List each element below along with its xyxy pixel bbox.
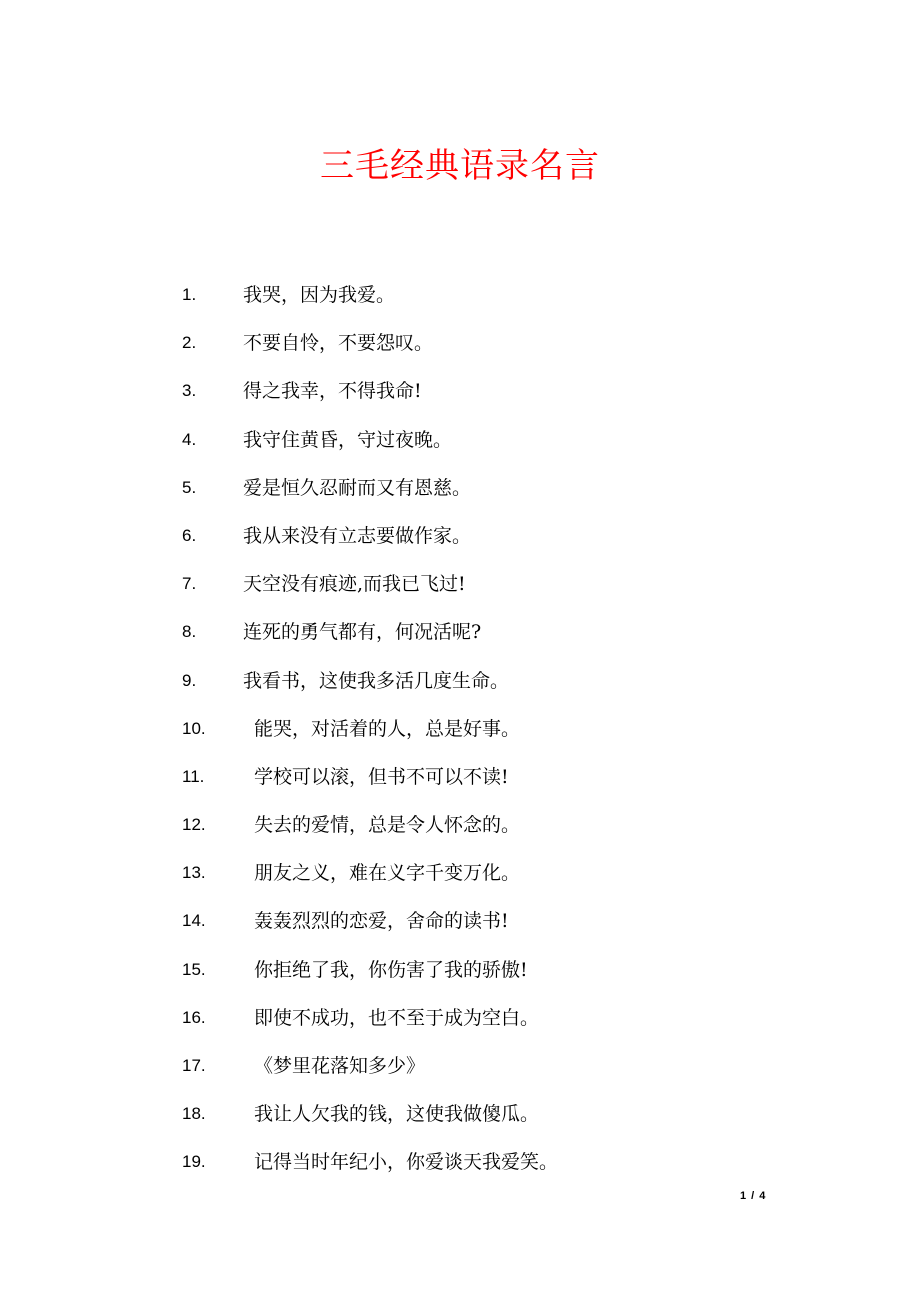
list-item-number: 7. <box>182 574 197 594</box>
list-item <box>182 897 802 945</box>
list-item-text: 我哭，因为我爱。 <box>243 284 396 306</box>
list-item <box>182 512 802 560</box>
list-item <box>182 367 802 415</box>
list-item-number: 8. <box>182 622 197 642</box>
list-item <box>182 464 802 512</box>
list-item-text: 我守住黄昏，守过夜晚。 <box>243 428 453 451</box>
quote-list <box>182 271 802 1187</box>
list-item <box>182 801 802 849</box>
list-item-number: 11. <box>182 766 205 786</box>
list-item <box>182 849 802 897</box>
page-number: 1 / 4 <box>740 1190 767 1202</box>
list-item <box>182 705 802 753</box>
list-item-number: 9. <box>182 670 197 690</box>
list-item-number: 15. <box>182 959 206 979</box>
list-item-number: 2. <box>182 333 197 353</box>
list-item-text: 轰轰烈烈的恋爱，舍命的读书! <box>254 910 509 933</box>
page-title: 三毛经典语录名言 <box>320 146 600 186</box>
list-item-text: 我看书，这使我多活几度生命。 <box>243 669 510 692</box>
list-item <box>182 1138 802 1186</box>
list-item <box>182 319 802 367</box>
list-item <box>182 271 802 319</box>
list-item-text: 不要自怜，不要怨叹。 <box>243 332 434 355</box>
list-item-number: 4. <box>182 429 197 449</box>
list-item-text: 我从来没有立志要做作家。 <box>243 524 472 547</box>
list-item-text: 《梦里花落知多少》 <box>254 1055 426 1077</box>
list-item-text: 记得当时年纪小，你爱谈天我爱笑。 <box>254 1151 559 1174</box>
list-item-text: 我让人欠我的钱，这使我做傻瓜。 <box>254 1103 540 1126</box>
list-item <box>182 1090 802 1138</box>
list-item <box>182 994 802 1042</box>
list-item-text: 连死的勇气都有，何况活呢? <box>243 621 482 644</box>
list-item <box>182 753 802 801</box>
list-item <box>182 608 802 656</box>
list-item-number: 13. <box>182 863 206 883</box>
list-item-text: 能哭，对活着的人，总是好事。 <box>254 717 521 740</box>
list-item-number: 3. <box>182 381 197 401</box>
list-item-text: 失去的爱情，总是令人怀念的。 <box>254 814 521 837</box>
list-item <box>182 657 802 705</box>
list-item-text: 朋友之义，难在义字千变万化。 <box>254 862 521 885</box>
list-item-text: 即使不成功，也不至于成为空白。 <box>254 1006 540 1029</box>
list-item <box>182 1042 802 1090</box>
list-item-number: 19. <box>182 1152 206 1172</box>
list-item-text: 你拒绝了我，你伤害了我的骄傲! <box>254 958 528 981</box>
list-item-number: 14. <box>182 911 206 931</box>
list-item-number: 18. <box>182 1104 206 1124</box>
list-item-text: 学校可以滚，但书不可以不读! <box>254 765 509 788</box>
list-item-text: 天空没有痕迹,而我已飞过! <box>243 573 466 596</box>
list-item-number: 1. <box>182 285 197 304</box>
list-item <box>182 946 802 994</box>
list-item-number: 12. <box>182 815 206 835</box>
list-item-number: 16. <box>182 1007 206 1027</box>
list-item-number: 17. <box>182 1056 206 1075</box>
list-item-number: 6. <box>182 525 197 545</box>
list-item <box>182 560 802 608</box>
list-item-text: 爱是恒久忍耐而又有恩慈。 <box>243 476 472 499</box>
list-item-number: 5. <box>182 477 197 497</box>
list-item-text: 得之我幸，不得我命! <box>243 380 422 403</box>
list-item <box>182 416 802 464</box>
list-item-number: 10. <box>182 718 206 738</box>
